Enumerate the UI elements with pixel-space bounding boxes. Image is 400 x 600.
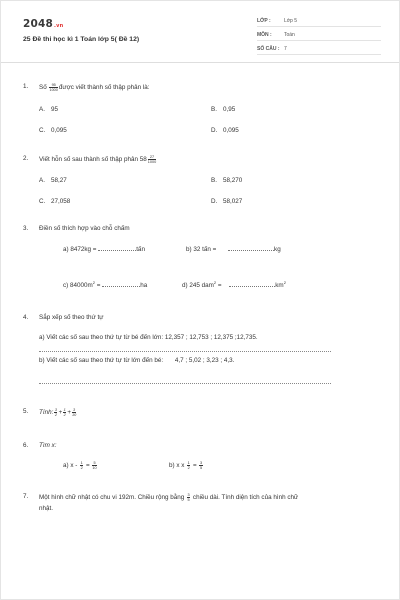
question-number: 4.: [23, 314, 29, 321]
question-text-pre: Viết hỗn số sau thành số thập phân: [39, 156, 138, 164]
question-text-line2: nhật.: [39, 505, 54, 512]
numerator: 27: [148, 155, 156, 160]
fill-prefix: c) 84000m: [63, 282, 93, 290]
meta-value: Toán: [284, 32, 295, 38]
option-text: 0,95: [223, 106, 236, 113]
equation-prefix: a) x -: [63, 462, 78, 470]
calc-label: Tính:: [39, 409, 54, 417]
numerator: 3: [73, 408, 76, 412]
meta-value: Lớp 5: [284, 18, 298, 24]
question-number: 6.: [23, 442, 29, 449]
meta-underline: [257, 40, 381, 41]
document-title: 25 Đề thi học kì 1 Toán lớp 5( Đề 12): [23, 36, 140, 43]
fraction: [148, 155, 156, 164]
fill-unit: ha: [140, 282, 148, 290]
option-a[interactable]: [39, 106, 58, 113]
denominator: 2: [80, 466, 83, 470]
option-b[interactable]: [211, 106, 235, 113]
fill-unit: kg: [274, 246, 281, 253]
blank-a[interactable]: [98, 250, 136, 251]
question-text: Sắp xếp số theo thứ tự: [39, 314, 104, 321]
option-text: 0,095: [223, 127, 239, 134]
option-label: D.: [211, 198, 218, 205]
fill-equals: =: [95, 282, 101, 290]
option-text: 95: [51, 106, 59, 113]
option-text: 58,27: [51, 177, 67, 184]
exponent: 2: [283, 280, 286, 285]
meta-value: 7: [284, 46, 287, 52]
question-text: Điền số thích hợp vào chỗ chấm: [39, 225, 130, 232]
answer-line-a[interactable]: [39, 351, 331, 352]
exponent: 2: [92, 280, 95, 285]
meta-underline: [257, 54, 381, 55]
option-text: 58,270: [223, 177, 243, 184]
denominator: 5: [199, 466, 203, 470]
fill-b: [186, 246, 281, 253]
fraction: [49, 83, 57, 92]
find-x-a: a) x - $\frac{1}{2}$ = $\frac{5}{10}$: [63, 461, 97, 470]
option-text: 27,058: [51, 198, 71, 205]
header-divider: [1, 62, 399, 63]
answer-line-b[interactable]: [39, 383, 331, 384]
fraction: [80, 461, 83, 470]
question-number: 5.: [23, 408, 29, 415]
meta-key: LỚP :: [257, 18, 271, 24]
question-text: [39, 493, 298, 502]
numerator: 95: [49, 83, 57, 88]
fill-prefix: b) 32 tấn =: [186, 246, 217, 253]
sort-b-text: b) Viết các số sau theo thứ tự từ lớn đến bé:: [39, 357, 164, 364]
option-label: A.: [39, 177, 45, 184]
blank-d[interactable]: [229, 286, 275, 287]
option-c[interactable]: [39, 198, 70, 205]
fraction: [187, 493, 190, 502]
logo-suffix: .vn: [54, 23, 64, 29]
question-number: 1.: [23, 83, 29, 90]
fill-c: [63, 280, 147, 289]
blank-b[interactable]: [228, 250, 274, 251]
question-text: Tính: $\frac{3}{2}$ + $\frac{1}{2}$ + $\frac{3}{10}$: [39, 408, 77, 417]
question-text-pre: Số: [39, 84, 47, 92]
fraction: [72, 408, 76, 417]
question-number: 3.: [23, 225, 29, 232]
site-logo[interactable]: [23, 18, 63, 30]
option-label: B.: [211, 177, 217, 184]
option-text: 0,095: [51, 127, 67, 134]
equation-prefix: b) x: [169, 462, 180, 470]
option-text: 58,027: [223, 198, 243, 205]
fill-a: [63, 246, 145, 253]
option-c[interactable]: [39, 127, 67, 134]
denominator: 5: [187, 498, 190, 502]
fraction: [187, 461, 190, 470]
numerator: 3: [54, 408, 57, 412]
question-text: Tìm x:: [39, 442, 57, 449]
numerator: 1: [80, 461, 83, 465]
fraction: [63, 408, 66, 417]
fraction: [92, 461, 96, 470]
option-label: D.: [211, 127, 218, 134]
option-b[interactable]: [211, 177, 242, 184]
meta-underline: [257, 26, 381, 27]
denominator: 2: [54, 413, 57, 417]
exponent: 2: [213, 280, 217, 285]
fraction: [54, 408, 57, 417]
option-label: C.: [39, 198, 46, 205]
logo-text: 2048: [23, 18, 54, 30]
question-text-pre: Một hình chữ nhật có chu vi 192m. Chiều rộng bằng: [39, 494, 185, 502]
question-number: 7.: [23, 493, 29, 500]
question-text-post: được viết thành số thập phân là:: [58, 84, 150, 92]
denominator: 2: [63, 413, 66, 417]
header: [1, 1, 399, 59]
question-text-post: chiều dài. Tính diện tích của hình chữ: [192, 494, 299, 502]
meta-key: MÔN :: [257, 32, 272, 38]
numerator: 3: [187, 493, 190, 497]
question-text: [39, 83, 150, 92]
option-a[interactable]: [39, 177, 67, 184]
option-d[interactable]: [211, 127, 239, 134]
numerator: 1: [63, 408, 66, 412]
fill-unit: km: [275, 282, 284, 290]
mixed-whole: 58: [139, 156, 147, 164]
fill-d: [182, 280, 286, 289]
denominator: 10: [92, 466, 97, 470]
option-d[interactable]: [211, 198, 242, 205]
fill-prefix: a) 8472kg =: [63, 246, 97, 253]
option-label: A.: [39, 106, 45, 113]
meta-key: SỐ CÂU :: [257, 46, 280, 52]
denominator: 10: [71, 413, 77, 417]
fraction: [199, 461, 202, 470]
denominator: 1000: [147, 160, 157, 164]
fill-unit: tấn: [136, 246, 145, 253]
sort-b-numbers: 4,7 ; 5,02 ; 3,23 ; 4,3.: [174, 357, 235, 364]
fill-equals: =: [216, 282, 222, 290]
blank-c[interactable]: [102, 286, 140, 287]
numerator: 5: [93, 461, 96, 465]
find-x-b: b) x x $\frac{1}{2}$ = $\frac{3}{5}$: [169, 461, 203, 470]
numerator: 3: [199, 461, 203, 465]
denominator: 1000: [49, 88, 58, 92]
sort-b: [39, 357, 234, 364]
option-label: C.: [39, 127, 46, 134]
times-sign: x: [181, 462, 185, 470]
question-number: 2.: [23, 155, 29, 162]
question-text: [39, 155, 157, 164]
denominator: 2: [187, 466, 190, 470]
numerator: 1: [187, 461, 190, 465]
option-label: B.: [211, 106, 217, 113]
fill-prefix: d) 245 dam: [182, 282, 214, 290]
sort-a: a) Viết các số sau theo thứ tự từ bé đến lớn: 12,357 ; 12,753 ; 12,375 ;12,735.: [39, 334, 258, 341]
